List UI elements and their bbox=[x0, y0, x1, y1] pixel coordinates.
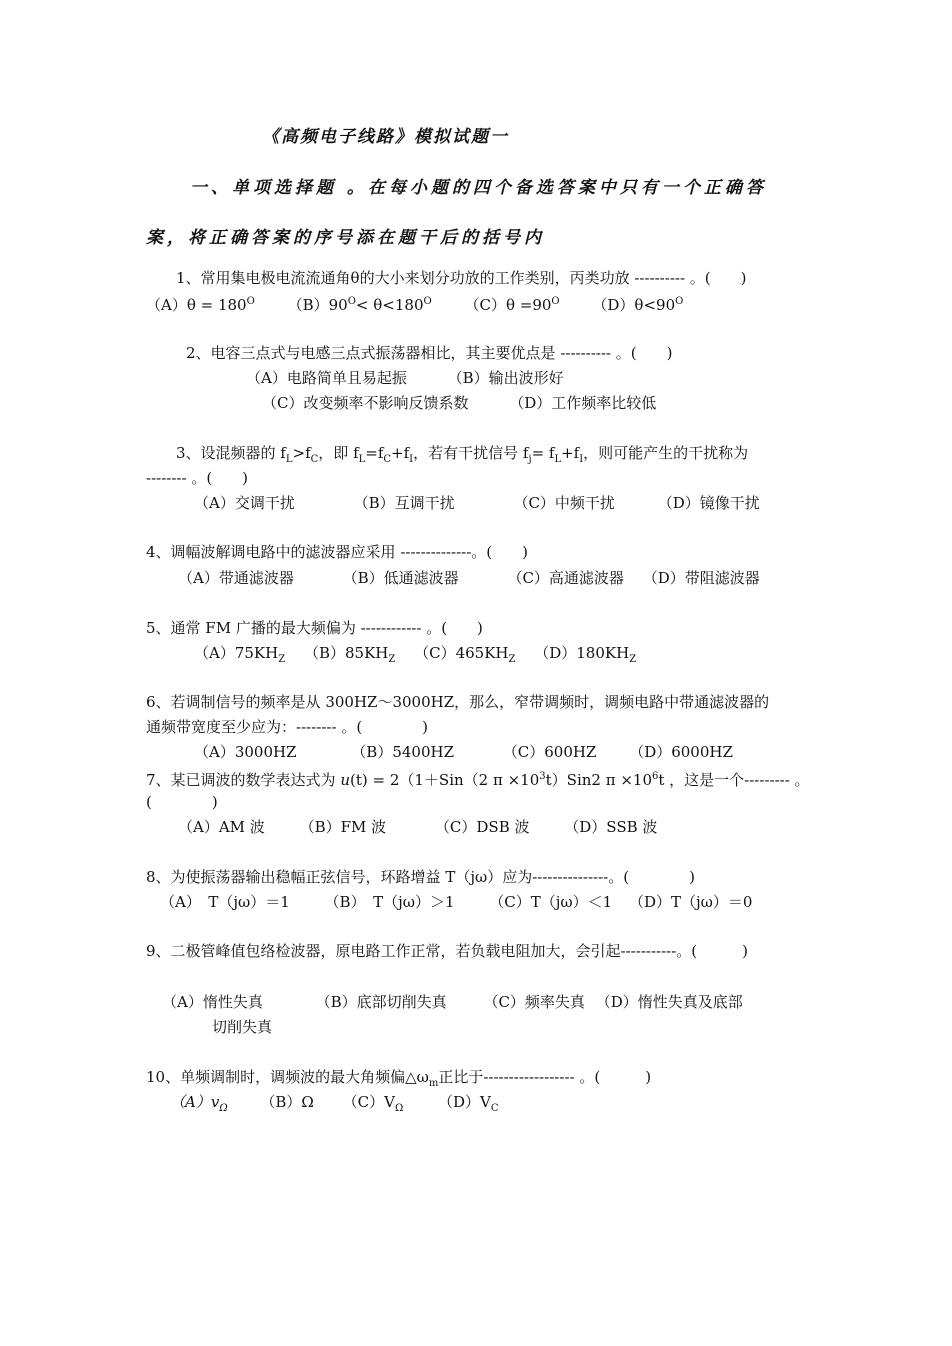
question-7-line2: ( ) bbox=[146, 793, 218, 811]
question-2: 2、电容三点式与电感三点式振荡器相比，其主要优点是 ---------- 。( ) bbox=[186, 344, 673, 362]
question-1: 1、常用集电极电流流通角θ的大小来划分功放的工作类别，丙类功放 ---------- 。( ) bbox=[176, 269, 747, 287]
option-a: （A）惰性失真 bbox=[162, 993, 263, 1011]
option-b: （B）互调干扰 bbox=[353, 494, 455, 512]
question-2-options-row1 bbox=[246, 368, 564, 388]
option-c: （C）中频干扰 bbox=[513, 494, 615, 512]
option-d: $(D)180KH_Z$ bbox=[534, 644, 637, 665]
question-1-options bbox=[146, 292, 683, 315]
question-8: 8、为使振荡器输出稳幅正弦信号，环路增益 T（jω）应为---------------。( ) bbox=[146, 868, 695, 886]
option-d: $(D)V_C$ bbox=[438, 1093, 499, 1114]
option-a: （A）交调干扰 bbox=[194, 494, 295, 512]
option-c: $(C)465KH_Z$ bbox=[414, 644, 516, 665]
question-7-options bbox=[178, 817, 657, 837]
question-3: 3、设混频器的 $f_L>f_C$，即 $f_L=f_C+f_I$，若有干扰信号 $f_j= f_L+f_I$，则可能产生的干扰称为 bbox=[176, 444, 749, 465]
question-4-options bbox=[178, 568, 760, 588]
option-c: （C）T（jω）＜1 bbox=[489, 893, 613, 911]
question-2-options-row2 bbox=[262, 393, 656, 413]
question-10: 10、单频调制时，调频波的最大角频偏$\triangle\omega_m$正比于------------------ 。( ) bbox=[146, 1068, 652, 1089]
option-b: （B）底部切削失真 bbox=[315, 993, 447, 1011]
option-b: $(B)90^O< \theta<180^O$ bbox=[287, 296, 432, 314]
option-c: （C）频率失真 bbox=[483, 993, 585, 1011]
option-b: （B）Ω bbox=[260, 1093, 314, 1111]
question-3-options bbox=[194, 493, 760, 513]
question-8-options bbox=[160, 892, 752, 912]
question-6-line2: 通频带宽度至少应为：-------- 。( ) bbox=[146, 718, 429, 736]
option-d: （D）带阻滤波器 bbox=[642, 569, 760, 587]
option-c: （C）高通滤波器 bbox=[507, 569, 624, 587]
question-9-options-cont: 切削失真 bbox=[212, 1018, 273, 1036]
question-7: 7、某已调波的数学表达式为 u(t) = 2（1＋Sin（2 $\pi \times 10^3t)Sin2$ $\pi \times 10^6t$ ，这是一个--------- 。 bbox=[146, 771, 810, 789]
question-9: 9、二极管峰值包络检波器，原电路工作正常，若负载电阻加大，会引起-----------。( ) bbox=[146, 942, 749, 960]
option-a: $(A)\theta = 180^O$ bbox=[146, 296, 255, 314]
question-5-options bbox=[194, 643, 636, 670]
question-6-options bbox=[194, 742, 733, 762]
option-d: （D）T（jω）＝0 bbox=[629, 893, 753, 911]
option-c: $(C)\theta =90^O$ bbox=[464, 296, 560, 314]
question-3-line2: -------- 。( ) bbox=[146, 469, 249, 487]
option-b: （B）5400HZ bbox=[351, 743, 454, 761]
option-b: （B） T（jω）＞1 bbox=[324, 893, 455, 911]
option-a: （A） T（jω）＝1 bbox=[160, 893, 290, 911]
section-heading-line2: 案，将正确答案的序号添在题干后的括号内 bbox=[146, 228, 545, 248]
question-5: 5、通常 FM 广播的最大频偏为 ------------ 。( ) bbox=[146, 619, 483, 637]
option-a: （A）带通滤波器 bbox=[178, 569, 294, 587]
option-a: （A）3000HZ bbox=[194, 743, 297, 761]
option-d: $(D)\theta<90^O$ bbox=[592, 296, 684, 314]
option-d: （D）镜像干扰 bbox=[657, 494, 760, 512]
option-d: （D）SSB 波 bbox=[564, 818, 658, 836]
option-b: $(B)85KH_Z$ bbox=[303, 644, 396, 665]
option-a: （A）电路简单且易起振 bbox=[246, 369, 407, 387]
section-heading-line1: 一、单项选择题 。在每小题的四个备选答案中只有一个正确答 bbox=[190, 178, 767, 198]
option-a: （A）AM 波 bbox=[178, 818, 265, 836]
option-a: $(A)75KH_Z$ bbox=[194, 644, 286, 665]
question-9-options bbox=[162, 992, 743, 1012]
option-c: （C）600HZ bbox=[502, 743, 597, 761]
option-d: （D）工作频率比较低 bbox=[509, 394, 657, 412]
option-a: $(A)v_\Omega$ bbox=[170, 1093, 228, 1114]
option-c: $(C)V_\Omega$ bbox=[342, 1093, 404, 1114]
option-c: （C）DSB 波 bbox=[434, 818, 530, 836]
option-c: （C）改变频率不影响反馈系数 bbox=[262, 394, 469, 412]
page-title: 《高频电子线路》模拟试题一 bbox=[262, 127, 509, 147]
question-10-options bbox=[170, 1092, 499, 1119]
question-6-line1: 6、若调制信号的频率是从 300HZ～3000HZ，那么，窄带调频时，调频电路中带通滤波器的 bbox=[146, 693, 770, 711]
option-d: （D）惰性失真及底部 bbox=[595, 993, 743, 1011]
option-b: （B）FM 波 bbox=[299, 818, 387, 836]
question-4: 4、调幅波解调电路中的滤波器应采用 --------------。( ) bbox=[146, 543, 528, 561]
option-b: （B）输出波形好 bbox=[447, 369, 564, 387]
option-d: （D）6000HZ bbox=[629, 743, 733, 761]
option-b: （B）低通滤波器 bbox=[342, 569, 459, 587]
